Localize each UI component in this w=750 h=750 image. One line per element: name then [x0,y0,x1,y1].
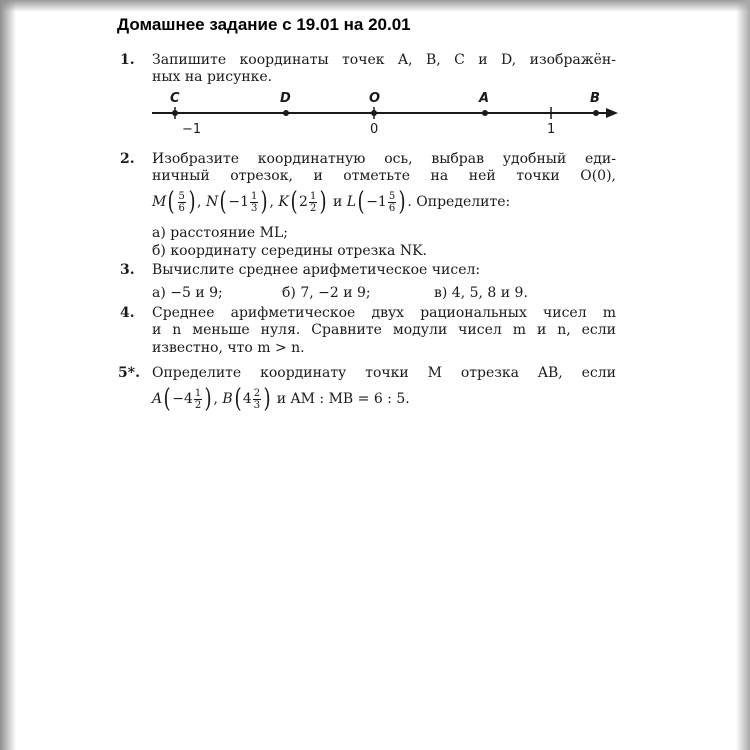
task-3-item-c: в) 4, 5, 8 и 9. [434,285,528,301]
point-m: M ( $\frac{5}{6}$ ) [152,187,196,217]
point-c [172,110,178,116]
task-3-item-a: а) −5 и 9; [152,285,223,301]
task-1-line-2: ных на рисунке. [152,69,273,85]
point-label-c: C [170,91,180,106]
task-2-number: 2. [120,151,135,167]
point-o [371,110,377,116]
point-n: N ( −1 $\frac{1}{3}$ ) [205,187,268,217]
task-5-points-line: A ( −4 $\frac{1}{2}$ ) , B ( 4 $\frac{2}{3}$ ) и AM : MB = 6 : 5. [152,384,410,414]
task-4-number: 4. [120,305,135,321]
tick-label-1: 1 [547,122,556,137]
point-b [593,110,599,116]
task-4-line-2: и n меньше нуля. Сравните модули чисел m и n, если [152,322,616,338]
task-1-number: 1. [120,52,135,68]
point-d [283,110,289,116]
task-1-line-1: Запишите координаты точек A, B, C и D, изображён- [152,52,616,68]
axis-arrow [606,108,618,118]
point-label-a: A [479,91,490,106]
point-label-b: B [590,91,600,106]
task-2-line-1: Изобразите координатную ось, выбрав удобный еди- [152,151,616,167]
page-shadow-left [0,0,16,750]
tick-label-0: 0 [370,122,379,137]
tick-label-minus-1: −1 [182,122,202,137]
task-2-item-b: б) координату середины отрезка NK. [152,243,427,259]
task-5-number: 5*. [118,365,140,381]
page-shadow-right [736,0,750,750]
task-2-line-2: ничный отрезок, и отметьте на ней точки O(0), [152,168,616,184]
task-5-line-1: Определите координату точки M отрезка AB, если [152,365,616,381]
point-label-o: O [369,91,381,106]
point-l: L ( −1 $\frac{5}{6}$ ) [346,187,406,217]
point-label-d: D [280,91,291,106]
task-3-item-b: б) 7, −2 и 9; [282,285,371,301]
page-shadow-top [0,0,750,12]
task-4-line-3: известно, что m > n. [152,340,305,356]
task-4-line-1: Среднее арифметическое двух рациональных чисел m [152,305,616,321]
task-2-item-a: а) расстояние ML; [152,225,289,241]
point-a [482,110,488,116]
task-3-line-1: Вычислите среднее арифметическое чисел: [152,262,481,278]
point-k: K ( 2 $\frac{1}{2}$ ) [278,187,327,217]
point-b-coord: B ( 4 $\frac{2}{3}$ ) [222,384,271,414]
ratio-condition: и AM : MB = 6 : 5. [276,391,410,407]
task-3-number: 3. [120,262,135,278]
task-2-points-line: M ( $\frac{5}{6}$ ) , N ( −1 $\frac{1}{3}$ ) , K ( 2 $\frac{1}{2}$ ) и L ( −1 $\frac{5}{6}$ ) . Определите: [152,187,511,217]
point-a-coord: A ( −4 $\frac{1}{2}$ ) [152,384,212,414]
document-title: Домашнее задание с 19.01 на 20.01 [117,15,411,34]
